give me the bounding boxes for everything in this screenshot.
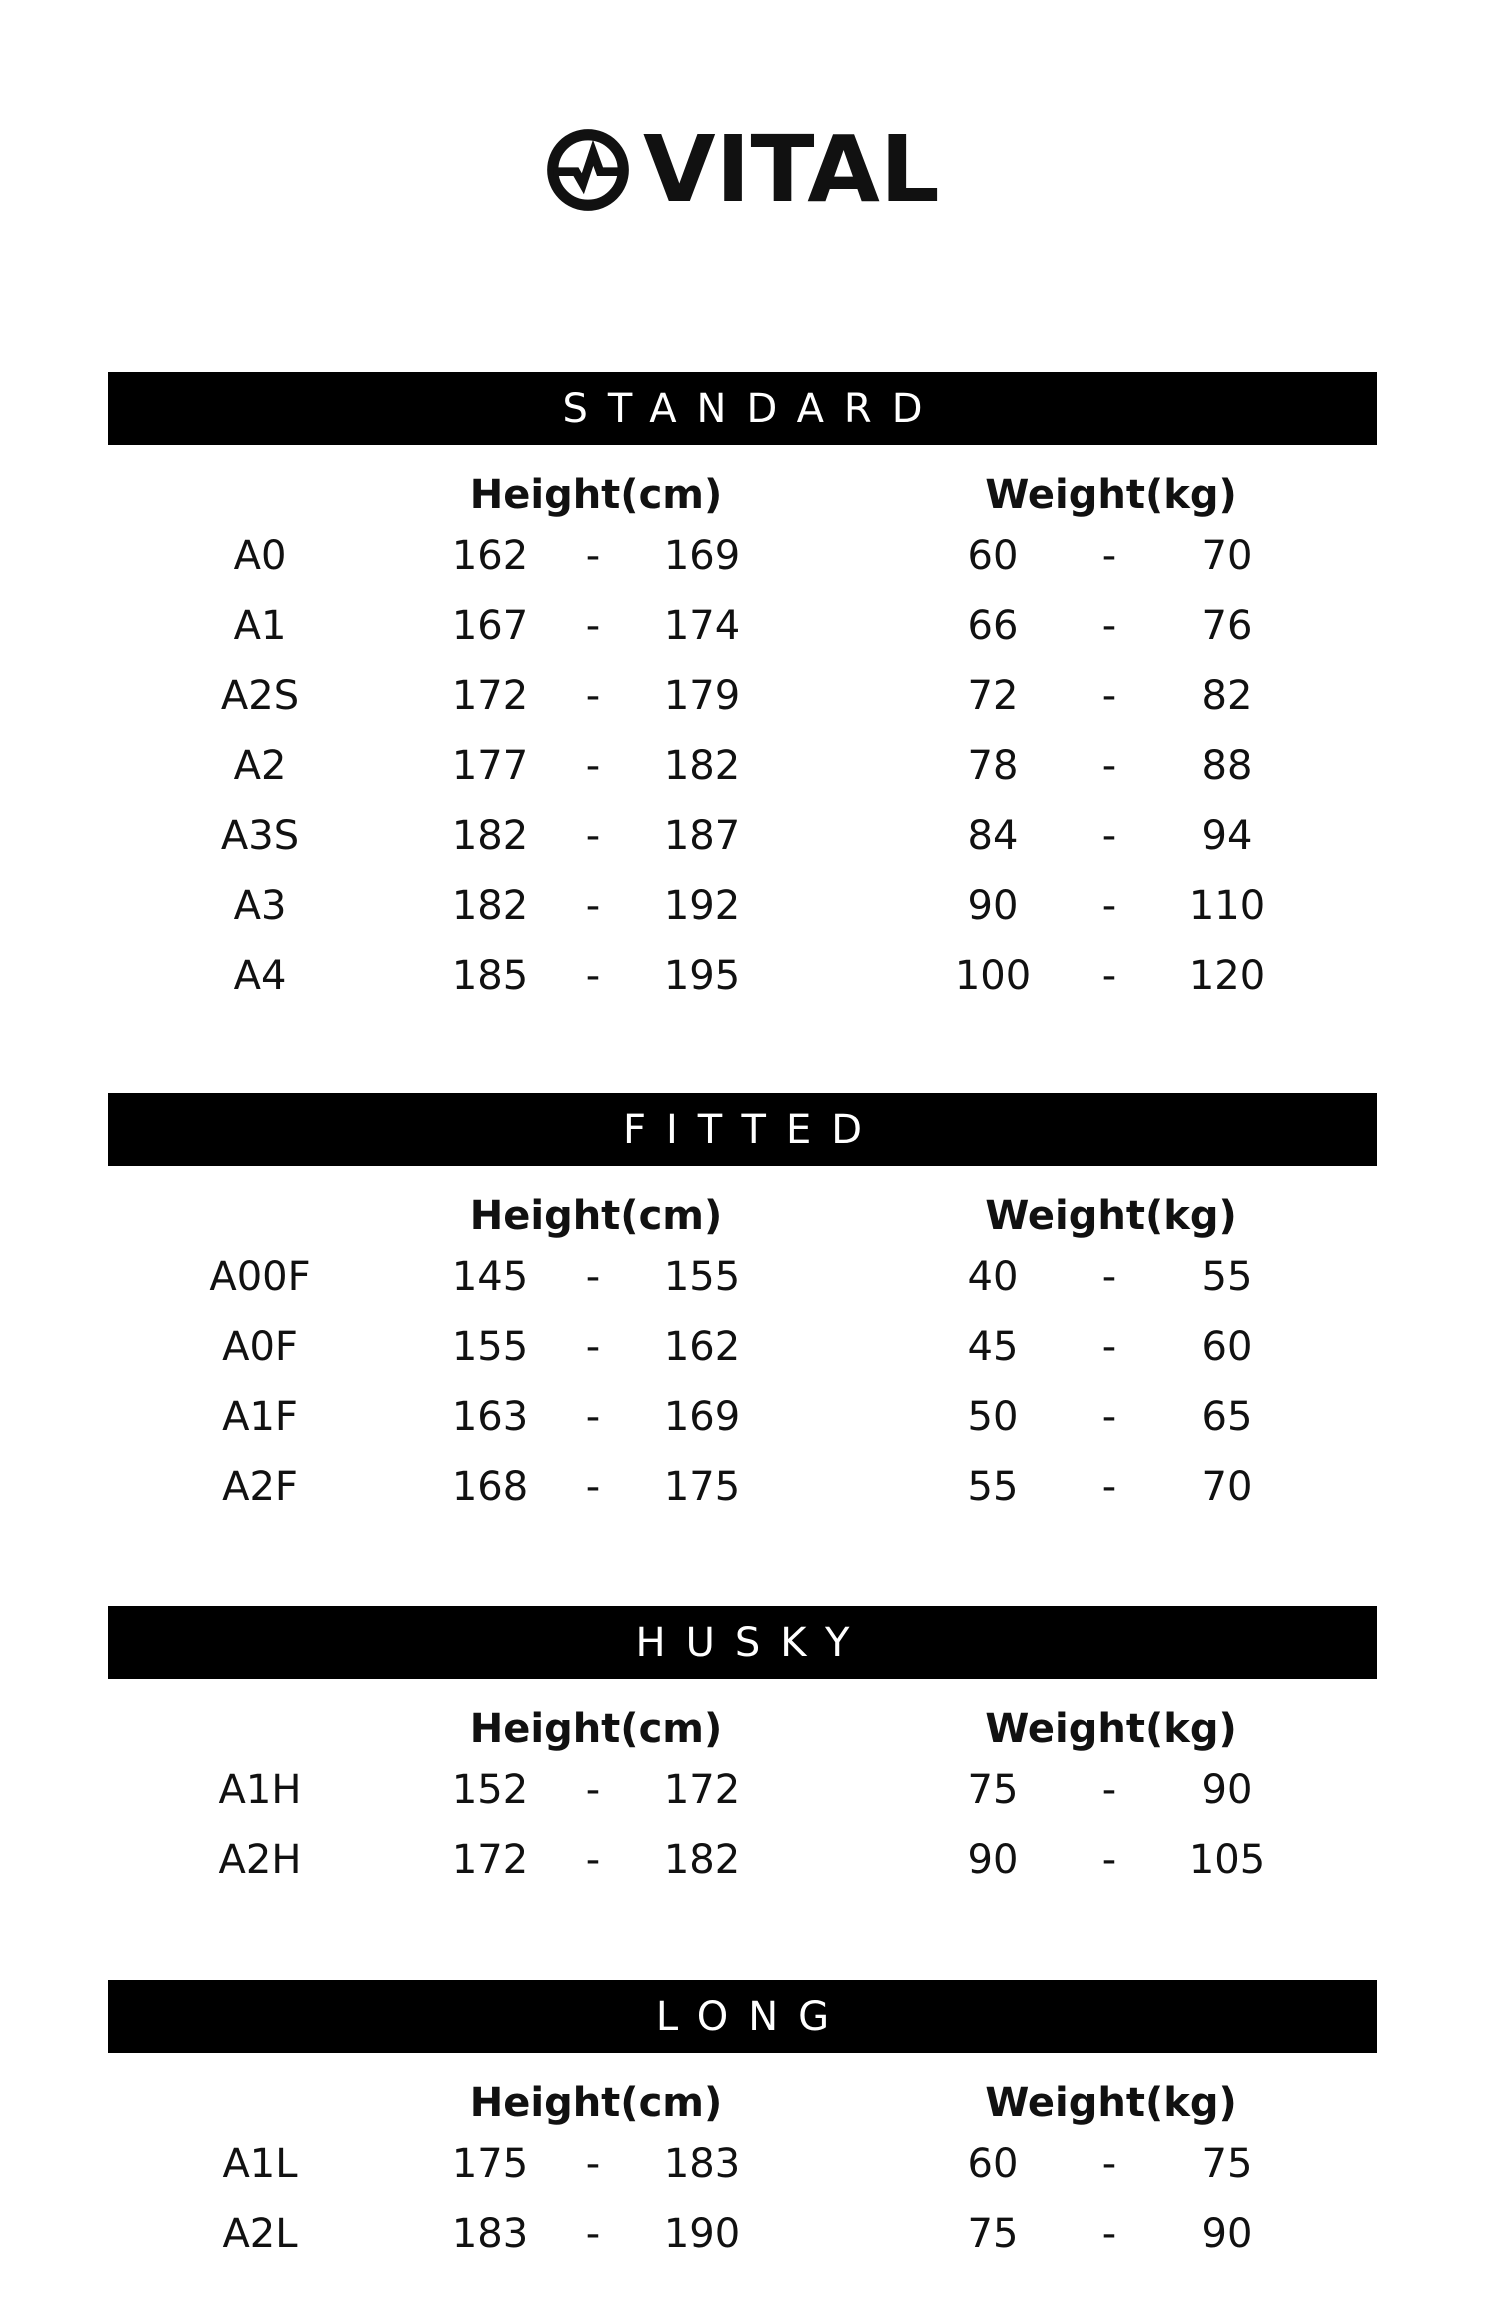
- brand-name: VITAL: [643, 116, 940, 223]
- height-max: 162: [663, 1324, 741, 1370]
- height-range-dash: -: [585, 2141, 601, 2187]
- height-max: 155: [663, 1254, 741, 1300]
- size-row: [0, 1461, 1500, 1531]
- weight-max: 120: [1188, 953, 1266, 999]
- weight-min: 40: [967, 1254, 1019, 1300]
- weight-max: 65: [1201, 1394, 1253, 1440]
- height-max: 172: [663, 1767, 741, 1813]
- weight-range-dash: -: [1101, 1464, 1117, 1510]
- height-header: Height(cm): [469, 472, 723, 518]
- weight-min: 50: [967, 1394, 1019, 1440]
- size-code: A1: [233, 603, 287, 649]
- height-max: 169: [663, 1394, 741, 1440]
- weight-range-dash: -: [1101, 2141, 1117, 2187]
- weight-min: 55: [967, 1464, 1019, 1510]
- weight-min: 100: [954, 953, 1032, 999]
- height-min: 162: [451, 533, 529, 579]
- section-title: STANDARD: [108, 372, 1377, 445]
- height-min: 183: [451, 2211, 529, 2257]
- weight-min: 72: [967, 673, 1019, 719]
- height-range-dash: -: [585, 603, 601, 649]
- weight-max: 76: [1201, 603, 1253, 649]
- weight-min: 75: [967, 2211, 1019, 2257]
- height-max: 190: [663, 2211, 741, 2257]
- weight-min: 60: [967, 2141, 1019, 2187]
- height-min: 175: [451, 2141, 529, 2187]
- size-row: [0, 530, 1500, 600]
- height-header: Height(cm): [469, 1193, 723, 1239]
- weight-header: Weight(kg): [985, 1193, 1237, 1239]
- height-min: 155: [451, 1324, 529, 1370]
- weight-max: 75: [1201, 2141, 1253, 2187]
- size-code: A2F: [222, 1464, 298, 1510]
- weight-min: 78: [967, 743, 1019, 789]
- weight-range-dash: -: [1101, 1837, 1117, 1883]
- size-code: A1F: [222, 1394, 298, 1440]
- height-header: Height(cm): [469, 2080, 723, 2126]
- size-row: [0, 1251, 1500, 1321]
- weight-max: 88: [1201, 743, 1253, 789]
- weight-range-dash: -: [1101, 813, 1117, 859]
- weight-min: 60: [967, 533, 1019, 579]
- height-min: 145: [451, 1254, 529, 1300]
- size-row: [0, 2138, 1500, 2208]
- weight-min: 90: [967, 883, 1019, 929]
- height-max: 192: [663, 883, 741, 929]
- weight-max: 90: [1201, 2211, 1253, 2257]
- height-range-dash: -: [585, 1464, 601, 1510]
- height-min: 185: [451, 953, 529, 999]
- weight-max: 70: [1201, 1464, 1253, 1510]
- weight-range-dash: -: [1101, 1394, 1117, 1440]
- height-range-dash: -: [585, 1767, 601, 1813]
- height-max: 195: [663, 953, 741, 999]
- height-range-dash: -: [585, 743, 601, 789]
- height-header: Height(cm): [469, 1706, 723, 1752]
- size-code: A2L: [222, 2211, 298, 2257]
- size-code: A0: [233, 533, 287, 579]
- weight-max: 94: [1201, 813, 1253, 859]
- size-row: [0, 950, 1500, 1020]
- weight-max: 82: [1201, 673, 1253, 719]
- height-range-dash: -: [585, 1324, 601, 1370]
- size-code: A0F: [222, 1324, 298, 1370]
- height-min: 163: [451, 1394, 529, 1440]
- height-max: 182: [663, 1837, 741, 1883]
- weight-max: 70: [1201, 533, 1253, 579]
- weight-header: Weight(kg): [985, 2080, 1237, 2126]
- weight-max: 60: [1201, 1324, 1253, 1370]
- height-min: 177: [451, 743, 529, 789]
- size-code: A3: [233, 883, 287, 929]
- weight-max: 55: [1201, 1254, 1253, 1300]
- height-min: 172: [451, 1837, 529, 1883]
- section-title: HUSKY: [108, 1606, 1377, 1679]
- weight-max: 90: [1201, 1767, 1253, 1813]
- height-max: 169: [663, 533, 741, 579]
- height-min: 182: [451, 813, 529, 859]
- size-code: A1H: [218, 1767, 302, 1813]
- weight-range-dash: -: [1101, 533, 1117, 579]
- weight-header: Weight(kg): [985, 1706, 1237, 1752]
- height-max: 183: [663, 2141, 741, 2187]
- size-row: [0, 670, 1500, 740]
- size-row: [0, 600, 1500, 670]
- height-range-dash: -: [585, 813, 601, 859]
- size-row: [0, 1834, 1500, 1904]
- size-code: A2S: [220, 673, 300, 719]
- height-range-dash: -: [585, 2211, 601, 2257]
- weight-range-dash: -: [1101, 673, 1117, 719]
- height-max: 175: [663, 1464, 741, 1510]
- height-min: 167: [451, 603, 529, 649]
- size-row: [0, 810, 1500, 880]
- weight-header: Weight(kg): [985, 472, 1237, 518]
- height-range-dash: -: [585, 883, 601, 929]
- weight-min: 84: [967, 813, 1019, 859]
- height-max: 187: [663, 813, 741, 859]
- size-row: [0, 1391, 1500, 1461]
- weight-range-dash: -: [1101, 1767, 1117, 1813]
- height-range-dash: -: [585, 1837, 601, 1883]
- size-row: [0, 1321, 1500, 1391]
- brand-logo: [545, 116, 965, 223]
- weight-max: 105: [1188, 1837, 1266, 1883]
- weight-range-dash: -: [1101, 1324, 1117, 1370]
- weight-min: 66: [967, 603, 1019, 649]
- height-range-dash: -: [585, 673, 601, 719]
- size-code: A2H: [218, 1837, 302, 1883]
- height-range-dash: -: [585, 1254, 601, 1300]
- size-code: A00F: [209, 1254, 311, 1300]
- size-code: A1L: [222, 2141, 298, 2187]
- size-code: A2: [233, 743, 287, 789]
- size-code: A3S: [220, 813, 300, 859]
- weight-range-dash: -: [1101, 743, 1117, 789]
- section-title: FITTED: [108, 1093, 1377, 1166]
- weight-range-dash: -: [1101, 953, 1117, 999]
- pulse-circle-icon: [545, 127, 631, 213]
- weight-min: 75: [967, 1767, 1019, 1813]
- height-max: 182: [663, 743, 741, 789]
- height-range-dash: -: [585, 953, 601, 999]
- height-min: 182: [451, 883, 529, 929]
- weight-range-dash: -: [1101, 883, 1117, 929]
- weight-range-dash: -: [1101, 1254, 1117, 1300]
- weight-min: 45: [967, 1324, 1019, 1370]
- section-title: LONG: [108, 1980, 1377, 2053]
- size-row: [0, 1764, 1500, 1834]
- height-max: 179: [663, 673, 741, 719]
- height-max: 174: [663, 603, 741, 649]
- size-row: [0, 740, 1500, 810]
- size-row: [0, 2208, 1500, 2278]
- height-min: 152: [451, 1767, 529, 1813]
- weight-range-dash: -: [1101, 2211, 1117, 2257]
- height-min: 172: [451, 673, 529, 719]
- weight-range-dash: -: [1101, 603, 1117, 649]
- size-code: A4: [233, 953, 287, 999]
- weight-max: 110: [1188, 883, 1266, 929]
- height-range-dash: -: [585, 533, 601, 579]
- height-range-dash: -: [585, 1394, 601, 1440]
- size-row: [0, 880, 1500, 950]
- height-min: 168: [451, 1464, 529, 1510]
- weight-min: 90: [967, 1837, 1019, 1883]
